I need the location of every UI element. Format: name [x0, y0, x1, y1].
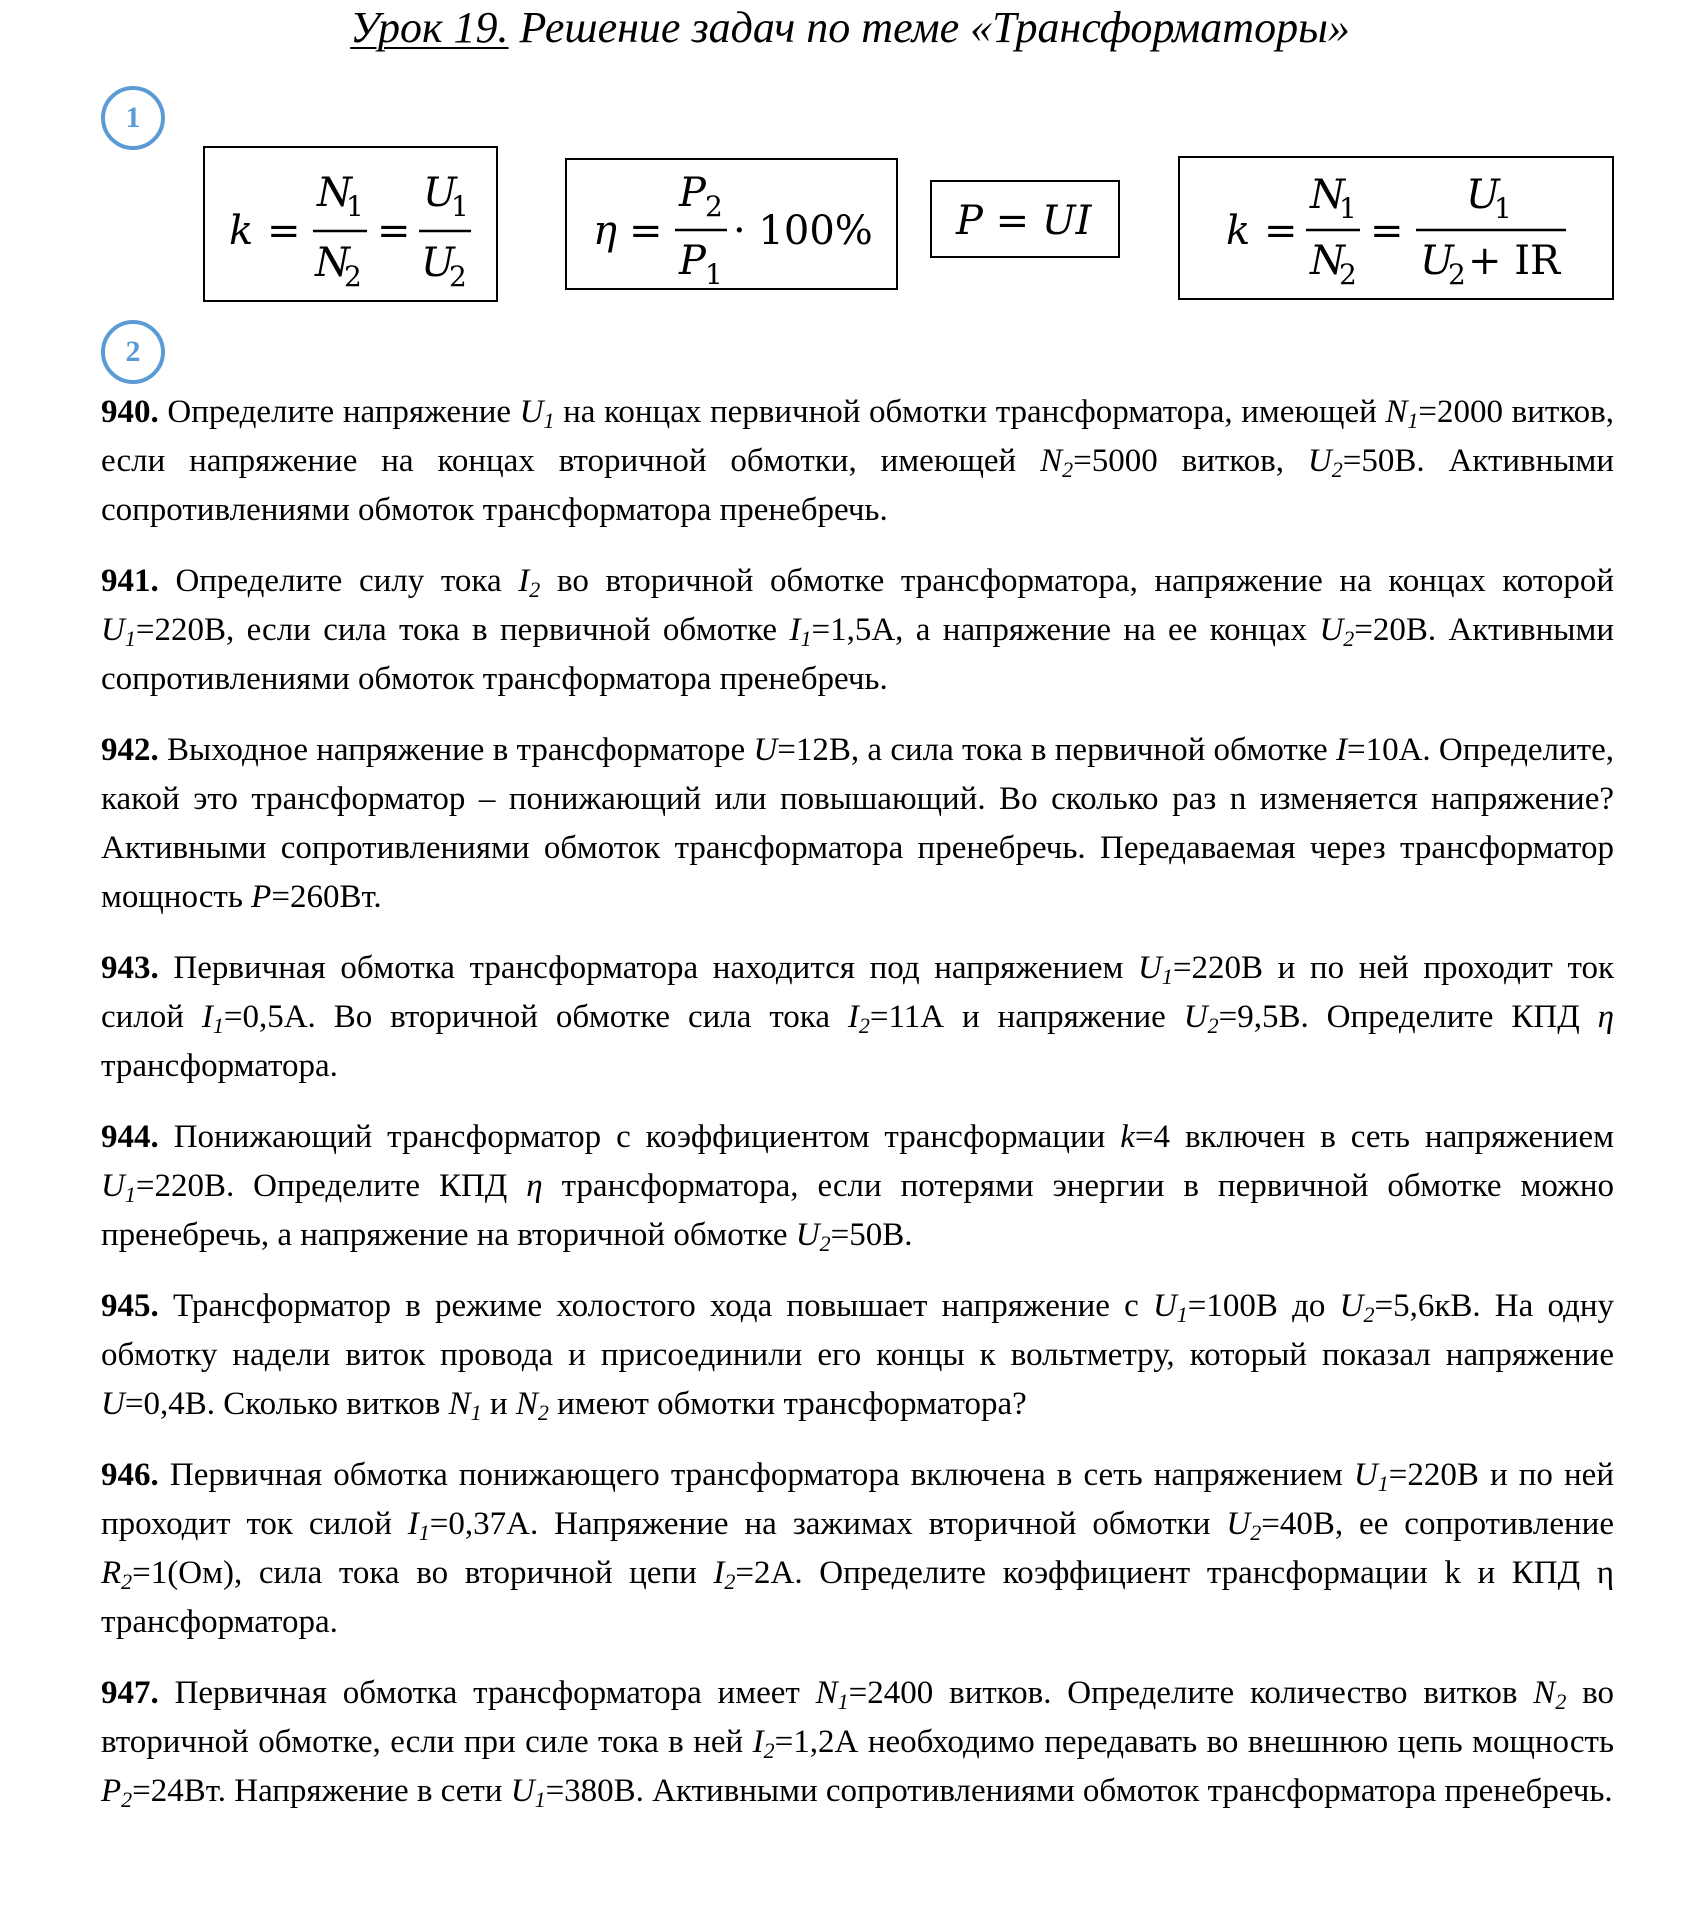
problem-941: 941. Определите силу тока $I_2$ во вторичной обмотке трансформатора, напряжение на концах которой $U_1=220В$, если сила тока в первичной обмотке $I_1=1,5А$, а напряжение на ее концах $U_2=20В$. Активными сопротивлениями обмоток трансформатора пренебречь. — [101, 563, 1614, 697]
f4-plus: + IR — [1468, 238, 1561, 284]
f1-u2-sub: 2 — [449, 260, 467, 293]
f2-p1: P — [679, 238, 706, 284]
f4-u1: U — [1466, 172, 1500, 218]
f1-n1: N — [317, 170, 352, 216]
f2-p2: P — [679, 170, 706, 216]
f1-u1: U — [423, 170, 457, 216]
f4-eq2: = — [1370, 208, 1404, 254]
f4-n1-sub: 1 — [1339, 192, 1357, 225]
formula-efficiency — [565, 158, 898, 290]
problem-944: 944. Понижающий трансформатор с коэффициентом трансформации k=4 включен в сеть напряжением $U_1=220В$. Определите КПД η трансформатора, если потерями энергии в первичной обмотке можно пренебречь, а напряжение на вторичной обмотке $U_2=50В$. — [101, 1119, 1615, 1256]
formula-ratio-with-resistance — [1178, 156, 1614, 300]
f1-n2: N — [315, 240, 350, 286]
f3-text: P = UI — [956, 198, 1092, 244]
formula-transformation-ratio — [203, 146, 498, 302]
f4-u2: U — [1420, 238, 1454, 284]
f4-eq1: = — [1264, 208, 1298, 254]
problem-947: 947. Первичная обмотка трансформатора имеет $N_1=2400$ витков. Определите количество витков $N_2$ во вторичной обмотке, если при силе тока в ней $I_2=1,2А$ необходимо передавать во внешнюю цепь мощность $P_2=24Вт$. Напряжение в сети $U_1=380В$. Активными сопротивлениями обмоток трансформатора пренебречь. — [101, 1675, 1615, 1812]
section-marker-2: 2 — [101, 320, 165, 384]
f4-n2-sub: 2 — [1339, 258, 1357, 291]
f4-n1: N — [1310, 172, 1345, 218]
f2-mult: · 100% — [733, 208, 873, 254]
f2-p2-sub: 2 — [705, 190, 723, 223]
problem-943: 943. Первичная обмотка трансформатора находится под напряжением $U_1=220В$ и по ней проходит ток силой $I_1=0,5А$. Во вторичной обмотке сила тока $I_2=11А$ и напряжение $U_2=9,5В$. Определите КПД η трансформатора. — [101, 950, 1615, 1084]
f2-eq: = — [629, 208, 663, 254]
f4-u1-sub: 1 — [1494, 192, 1512, 225]
f1-n2-sub: 2 — [344, 260, 362, 293]
problem-945: 945. Трансформатор в режиме холостого хода повышает напряжение с $U_1=100В$ до $U_2=5,6кВ$. На одну обмотку надели виток провода и присоединили его концы к вольтметру, который показал напряжение U=0,4В. Сколько витков $N_1$ и $N_2$ имеют обмотки трансформатора? — [101, 1288, 1614, 1425]
lesson-topic: Решение задач по теме «Трансформаторы» — [508, 3, 1350, 52]
page-title — [0, 2, 1700, 53]
problem-list — [101, 388, 1614, 1838]
problem-940: 940. Определите напряжение $U_1$ на концах первичной обмотки трансформатора, имеющей $N_1=2000$ витков, если напряжение на концах вторичной обмотки, имеющей $N_2=5000$ витков, $U_2=50В$. Активными сопротивлениями обмоток трансформатора пренебречь. — [101, 394, 1615, 528]
f1-eq2: = — [377, 208, 411, 254]
f1-n1-sub: 1 — [346, 190, 364, 223]
f4-u2-sub: 2 — [1448, 258, 1466, 291]
problem-946: 946. Первичная обмотка понижающего трансформатора включена в сеть напряжением $U_1=220В$ и по ней проходит ток силой $I_1=0,37А$. Напряжение на зажимах вторичной обмотки $U_2=40В$, ее сопротивление $R_2=1(Ом)$, сила тока во вторичной цепи $I_2=2А$. Определите коэффициент трансформации k и КПД η трансформатора. — [101, 1457, 1614, 1640]
f4-n2: N — [1310, 238, 1345, 284]
section-marker-1: 1 — [101, 86, 165, 150]
f2-eta: η — [593, 208, 617, 254]
f1-eq1: = — [267, 208, 301, 254]
formula-power — [930, 180, 1120, 258]
problem-942: 942. Выходное напряжение в трансформаторе U=12В, а сила тока в первичной обмотке I=10А. Определите, какой это трансформатор – понижающий или повышающий. Во сколько раз n изменяется напряжение? Активными сопротивлениями обмоток трансформатора пренебречь. Передаваемая через трансформатор мощность P=260Вт. — [101, 732, 1614, 915]
f1-u1-sub: 1 — [451, 190, 469, 223]
lesson-number: Урок 19. — [350, 3, 509, 52]
f4-k: k — [1226, 208, 1251, 254]
f1-u2: U — [421, 240, 455, 286]
f2-p1-sub: 1 — [705, 258, 723, 291]
f1-k: k — [229, 208, 254, 254]
